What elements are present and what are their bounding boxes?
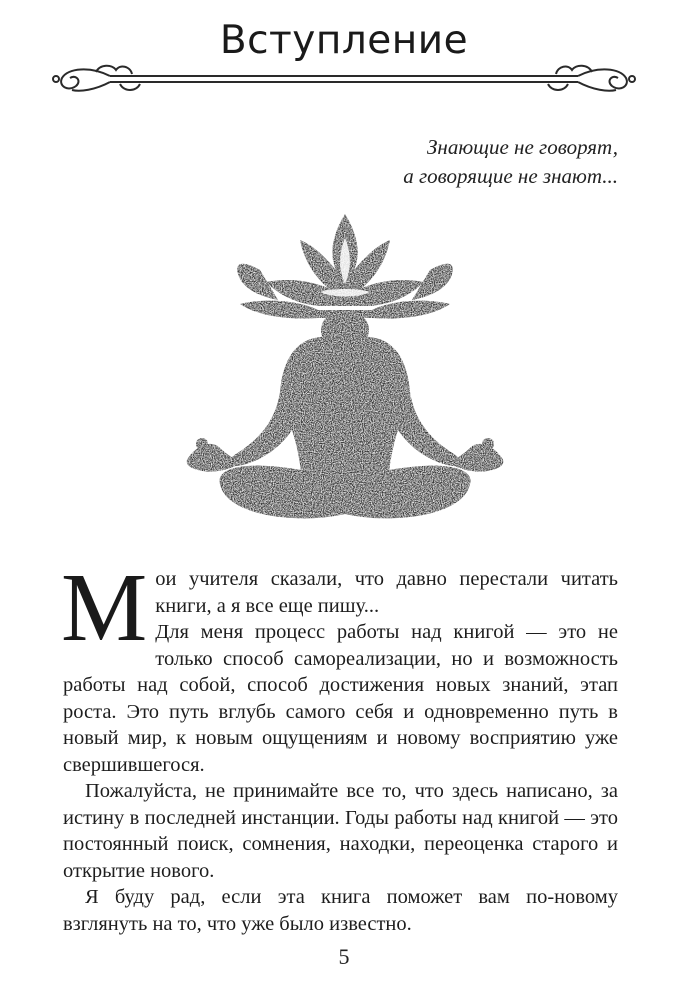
- paragraph-1-rest: Для меня процесс работы над книгой — это не только способ самореализации, но и возможность работы над собой, способ достижения новых знаний, этап роста. Это путь вглубь самого себя и одновременно путь в новый мир, к новым ощущениям и новому восприятию уже свершившегося.: [63, 621, 618, 776]
- page-number: 5: [338, 944, 350, 969]
- page-title: Вступление: [219, 18, 469, 63]
- meditating-figure-lotus-icon: [168, 208, 522, 528]
- paragraph-2: Пожалуйста, не принимайте все то, что здесь написано, за истину в последней инстанции. Годы работы над книгой — это постоянный поиск, сомнения, находки, переоценка старого и открытие нового.: [63, 780, 618, 882]
- epigraph-line-1: Знающие не говорят,: [427, 135, 618, 159]
- epigraph-line-2: а говорящие не знают...: [403, 164, 618, 188]
- epigraph: [403, 133, 618, 191]
- paragraph-1: [61, 554, 618, 778]
- paragraph-3: Я буду рад, если эта книга поможет вам по-новому взглянуть на то, что уже было известно.: [63, 886, 618, 935]
- dropcap-letter: М: [61, 554, 148, 661]
- ornamental-divider: [50, 62, 638, 96]
- body-text: [61, 554, 618, 937]
- paragraph-1-lead: ои учителя сказали, что давно перестали читать книги, а я все еще пишу...: [155, 568, 618, 617]
